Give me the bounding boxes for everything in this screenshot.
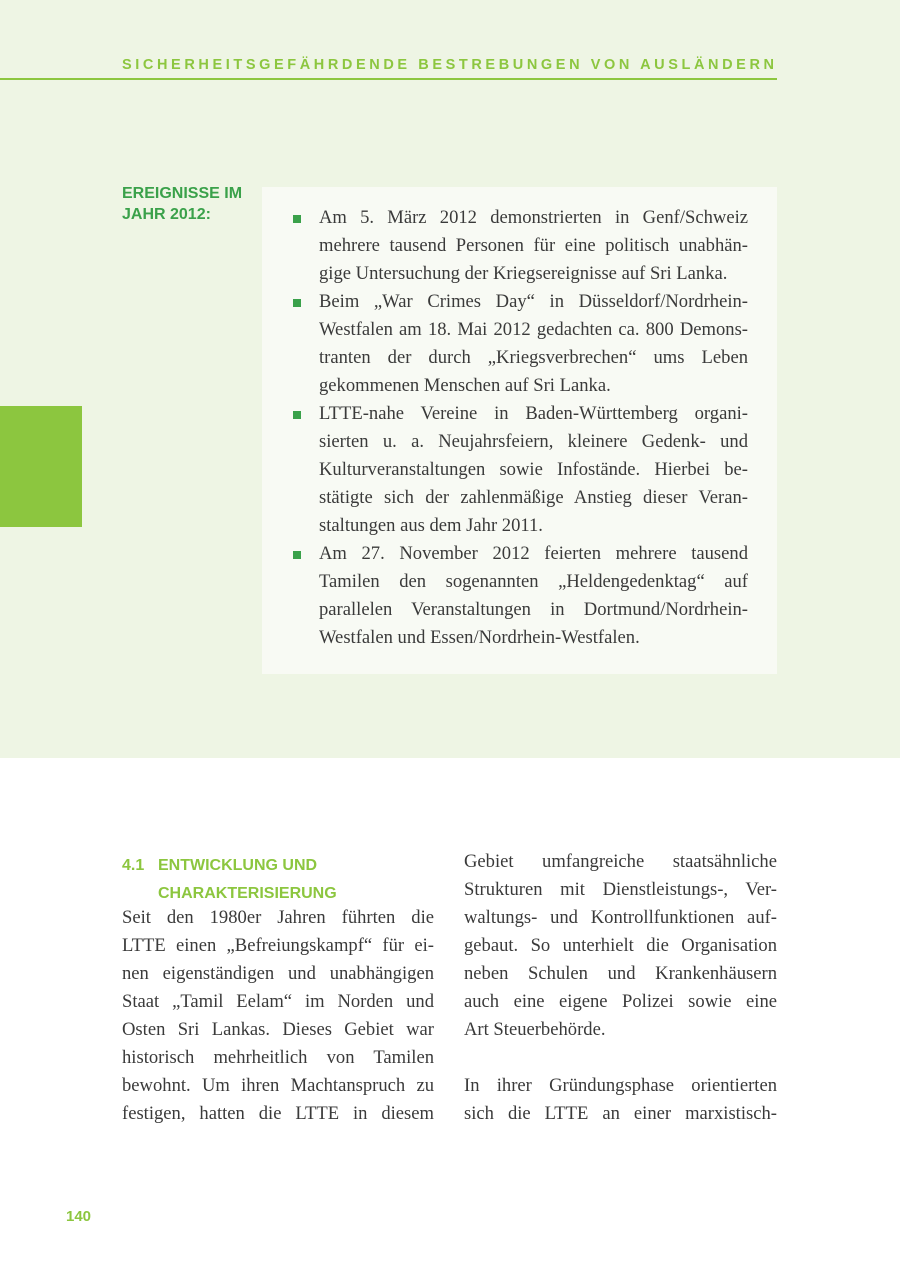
event-line: gige Untersuchung der Kriegsereignisse auf Sri Lanka. xyxy=(319,263,728,284)
event-line: parallelen Veranstaltungen in Dortmund/Nordrhein- xyxy=(319,599,748,620)
event-line: Tamilen den sogenannten „Heldengedenktag“ auf xyxy=(319,571,748,592)
body-line: sich die LTTE an einer marxistisch- xyxy=(464,1103,777,1124)
events-box-label-line: EREIGNISSE IM xyxy=(122,185,243,202)
body-line: festigen, hatten die LTTE in diesem xyxy=(122,1103,434,1124)
running-header: SICHERHEITSGEFÄHRDENDE BESTREBUNGEN VON AUSLÄNDERN xyxy=(122,57,778,73)
event-line: staltungen aus dem Jahr 2011. xyxy=(319,515,543,536)
body-line: nen eigenständigen und unabhängigen xyxy=(122,963,434,984)
body-line: Staat „Tamil Eelam“ im Norden und xyxy=(122,991,434,1012)
header-rule xyxy=(0,78,777,80)
section-title-line: CHARAKTERISIERUNG xyxy=(158,885,337,902)
event-line: Westfalen am 18. Mai 2012 gedachten ca. 800 Demons- xyxy=(319,319,748,340)
section-number: 4.1 xyxy=(122,857,145,874)
square-bullet-icon xyxy=(293,299,301,307)
body-line: Osten Sri Lankas. Dieses Gebiet war xyxy=(122,1019,434,1040)
event-line: Westfalen und Essen/Nordrhein-Westfalen. xyxy=(319,627,640,648)
page-number: 140 xyxy=(66,1208,92,1225)
event-line: Am 27. November 2012 feierten mehrere tausend xyxy=(319,543,748,564)
event-line: LTTE-nahe Vereine in Baden-Württemberg organi- xyxy=(319,403,748,424)
event-line: Kulturveranstaltungen sowie Infostände. Hierbei be- xyxy=(319,459,748,480)
square-bullet-icon xyxy=(293,411,301,419)
body-line: gebaut. So unterhielt die Organisation xyxy=(464,935,777,956)
square-bullet-icon xyxy=(293,215,301,223)
event-line: sierten u. a. Neujahrsfeiern, kleinere Gedenk- und xyxy=(319,431,748,452)
event-line: gekommenen Menschen auf Sri Lanka. xyxy=(319,375,611,396)
body-line: LTTE einen „Befreiungskampf“ für ei- xyxy=(122,935,434,956)
event-item xyxy=(290,540,748,652)
body-line: neben Schulen und Krankenhäusern xyxy=(464,963,777,984)
events-box-label-line: JAHR 2012: xyxy=(122,206,211,223)
body-line: auch eine eigene Polizei sowie eine xyxy=(464,991,777,1012)
body-line: Strukturen mit Dienstleistungs-, Ver- xyxy=(464,879,777,900)
body-line: Gebiet umfangreiche staatsähnliche xyxy=(464,851,777,872)
event-line: Am 5. März 2012 demonstrierten in Genf/Schweiz xyxy=(319,207,748,228)
square-bullet-icon xyxy=(293,551,301,559)
event-line: Beim „War Crimes Day“ in Düsseldorf/Nordrhein- xyxy=(319,291,748,312)
event-line: mehrere tausend Personen für eine politisch unabhän- xyxy=(319,235,748,256)
chapter-side-tab xyxy=(0,406,82,527)
paragraph-gap xyxy=(464,1044,777,1072)
section-title-line: ENTWICKLUNG UND xyxy=(158,857,318,874)
body-line: Art Steuerbehörde. xyxy=(464,1019,606,1040)
events-box-label xyxy=(122,183,242,225)
event-line: stätigte sich der zahlenmäßige Anstieg dieser Veran- xyxy=(319,487,748,508)
body-line: historisch mehrheitlich von Tamilen xyxy=(122,1047,434,1068)
event-item xyxy=(290,400,748,540)
body-column-right xyxy=(464,848,777,1128)
body-line: In ihrer Gründungsphase orientierten xyxy=(464,1075,777,1096)
body-column-left xyxy=(122,904,434,1128)
event-line: tranten der durch „Kriegsverbrechen“ ums Leben xyxy=(319,347,748,368)
events-list xyxy=(290,204,748,652)
section-heading xyxy=(122,852,337,908)
body-line: Seit den 1980er Jahren führten die xyxy=(122,907,434,928)
body-line: waltungs- und Kontrollfunktionen auf- xyxy=(464,907,777,928)
event-item xyxy=(290,288,748,400)
body-line: bewohnt. Um ihren Machtanspruch zu xyxy=(122,1075,434,1096)
event-item xyxy=(290,204,748,288)
